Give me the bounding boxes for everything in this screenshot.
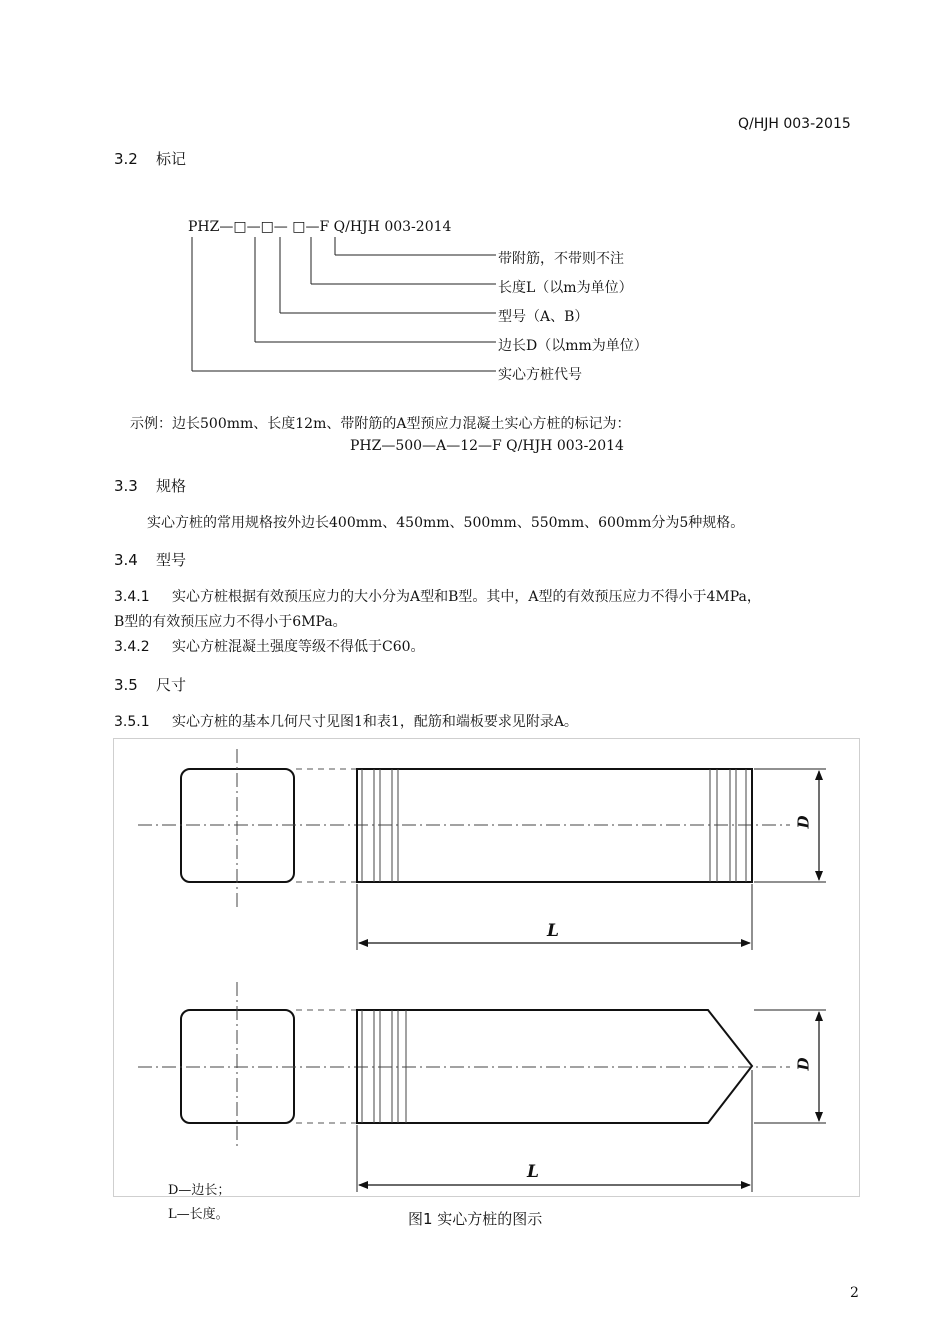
page-number: 2 [850,1285,859,1301]
marking-code-line: PHZ—□—□— □—F Q/HJH 003-2014 [188,219,452,235]
pile-1-cross-section [181,749,294,911]
clause-text: 实心方桩混凝土强度等级不得低于C60。 [172,639,425,655]
section-number: 3.4 [114,551,138,569]
marking-example-text: 示例：边长500mm、长度12m、带附筋的A型预应力混凝土实心方桩的标记为： [130,416,631,432]
figure-legend-D: D—边长； [168,1183,231,1198]
marking-annotation: 边长D（以mm为单位） [498,338,648,354]
section-number: 3.3 [114,477,138,495]
section-title: 尺寸 [156,676,187,694]
clause-number: 3.4.1 [114,589,150,605]
pile-2-label-L: L [527,1162,539,1182]
clause-number: 3.4.2 [114,639,150,655]
clause-number: 3.5.1 [114,714,150,730]
clause-text: 实心方桩的基本几何尺寸见图1和表1，配筋和端板要求见附录A。 [172,714,578,730]
doc-code-header: Q/HJH 003-2015 [738,116,851,132]
marking-annotation: 长度L（以m为单位） [498,280,633,296]
pile-1-label-L: L [547,921,559,941]
figure-caption: 图1 实心方桩的图示 [408,1210,543,1228]
marking-annotation: 实心方桩代号 [498,367,582,383]
marking-example-code: PHZ—500—A—12—F Q/HJH 003-2014 [350,438,624,454]
section-title: 规格 [156,477,187,495]
marking-annotation: 带附筋，不带则不注 [498,251,624,267]
clause-text: 实心方桩根据有效预压应力的大小分为A型和B型。其中，A型的有效预压应力不得小于4MPa， [172,589,761,605]
clause-3-4-1-continued: B型的有效预压应力不得小于6MPa。 [114,614,347,630]
pile-1-label-D: D [794,815,813,829]
pile-2-dimension-L [357,1070,752,1192]
section-number: 3.5 [114,676,138,694]
section-3-3-body: 实心方桩的常用规格按外边长400mm、450mm、500mm、550mm、600mm分为5种规格。 [147,515,745,531]
marking-annotation: 型号（A、B） [498,309,589,325]
section-number: 3.2 [114,150,138,168]
pile-2-cross-section [181,982,294,1150]
pile-2-label-D: D [794,1057,813,1071]
section-title: 标记 [156,150,187,168]
figure-legend-L: L—长度。 [168,1207,229,1222]
section-title: 型号 [156,551,187,569]
